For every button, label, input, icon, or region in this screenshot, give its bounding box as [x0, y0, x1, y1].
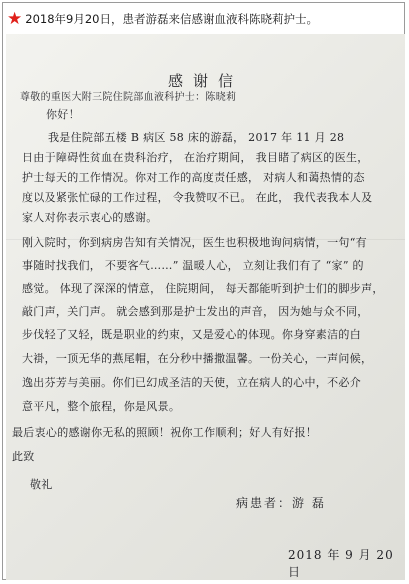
letter-line: 日由于障碍性贫血在贵科治疗， 在治疗期间， 我目睹了病区的医生，	[22, 151, 369, 164]
letter-line: 最后衷心的感谢你无私的照顾！祝你工作顺利；好人有好报！	[12, 426, 318, 439]
caption	[7, 9, 318, 29]
letter-line: 护士每天的工作情况。你对工作的高度责任感， 对病人和蔼热情的态	[22, 171, 365, 184]
letter-line: 敲门声，关门声。 就会感到那是护士发出的声音， 因为她与众不同，	[22, 305, 369, 318]
letter-line: 逸出芬芳与美丽。你们已幻成圣洁的天使，立在病人的心中，不必介	[22, 376, 361, 389]
caption-text: 2018年9月20日，患者游磊来信感谢血液科陈晓莉护士。	[25, 12, 318, 26]
letter-date: 2018 年 9 月 20 日	[288, 548, 394, 579]
letter-signer: 病患者：游 磊	[236, 496, 326, 510]
letter-photo	[6, 34, 405, 580]
letter-line: 事随时找我们， 不要客气……” 温暖人心， 立刻让我们有了 “家” 的	[22, 259, 364, 272]
letter-paper	[6, 34, 405, 580]
letter-line: 步伐轻了又轻，既是职业的约束，又是爱心的体现。你身穿素洁的白	[22, 328, 361, 341]
letter-closing: 敬礼	[30, 478, 53, 491]
letter-closing: 此致	[12, 450, 35, 463]
letter-greeting: 你好！	[46, 108, 80, 121]
letter-line: 意平凡，整个旅程，你是风景。	[22, 400, 181, 413]
letter-line: 我是住院部五楼 B 病区 58 床的游磊， 2017 年 11 月 28	[48, 131, 345, 144]
letter-line: 家人对你表示衷心的感谢。	[22, 211, 158, 224]
star-icon: ★	[7, 8, 23, 29]
letter-salutation: 尊敬的重医大附三院住院部血液科护士：陈晓莉	[20, 92, 237, 103]
letter-line: 刚入院时，你到病房告知有关情况，医生也积极地询问病情，一句“有	[22, 236, 367, 249]
figure-frame	[2, 2, 405, 580]
letter-line: 度以及紧张忙碌的工作过程， 令我赞叹不已。 在此， 我代表我本人及	[22, 191, 373, 204]
letter-line: 感觉。 体现了深深的情意， 住院期间， 每天都能听到护士们的脚步声，	[22, 282, 384, 295]
letter-line: 大褂，一顶无华的燕尾帽，在分秒中播撒温馨。一份关心，一声问候，	[22, 352, 373, 365]
letter-title: 感谢信	[167, 72, 243, 90]
